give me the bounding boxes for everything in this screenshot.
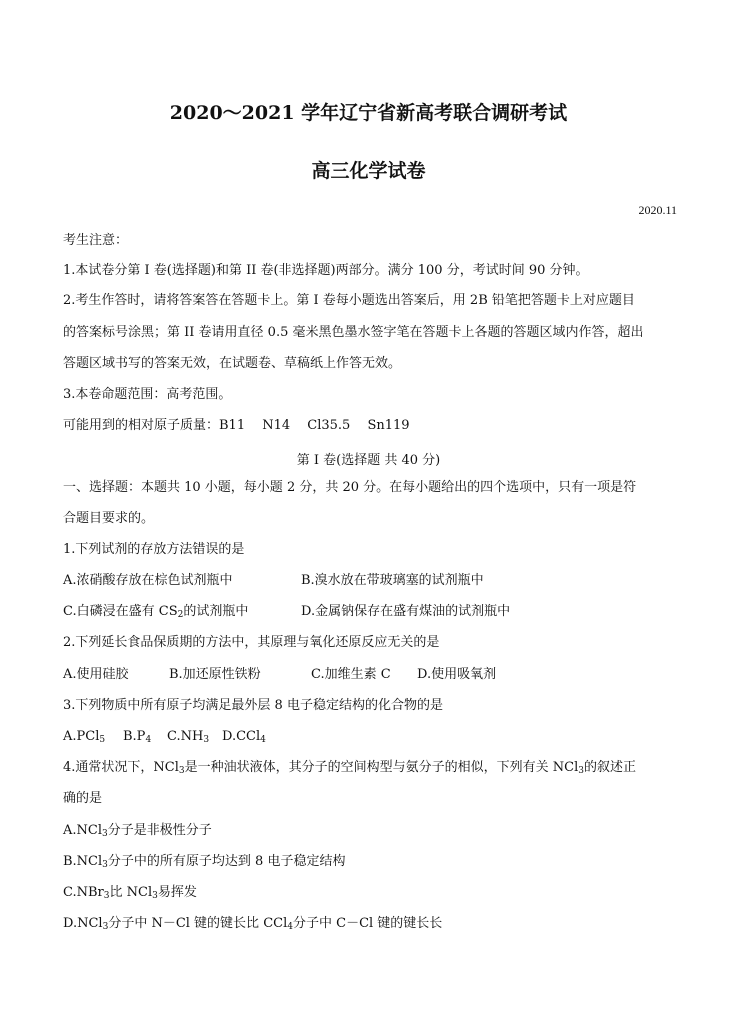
question-2-option-a: A.使用硅胶	[63, 667, 129, 682]
question-4-stem-line-1: 4.通常状况下，NCl$_3$是一种油状液体，其分子的空间构型与氨分子的相似，下列有关 NCl$_3$的叙述正	[63, 760, 636, 776]
question-1-stem: 1.下列试剂的存放方法错误的是	[63, 542, 245, 557]
question-3-stem: 3.下列物质中所有原子均满足最外层 8 电子稳定结构的化合物的是	[63, 698, 443, 713]
question-2-option-b: B.加还原性铁粉	[169, 667, 261, 682]
notice-item-2-line-2: 的答案标号涂黑；第 II 卷请用直径 0.5 毫米黑色墨水签字笔在答题卡上各题的答题区域内作答，超出	[63, 325, 644, 340]
notice-item-2-line-3: 答题区域书写的答案无效，在试题卷、草稿纸上作答无效。	[63, 356, 402, 371]
question-3-option-a: A.PCl$_5$	[63, 729, 106, 745]
question-1-options-row-2	[63, 603, 510, 621]
question-1-options-row-1	[63, 572, 484, 590]
section-instructions-line-2: 合题目要求的。	[63, 511, 155, 526]
question-4-stem-line-2: 确的是	[63, 791, 103, 806]
question-1-option-b: B.溴水放在带玻璃塞的试剂瓶中	[301, 573, 484, 588]
notice-heading: 考生注意：	[63, 233, 129, 248]
question-1-option-c: C.白磷浸在盛有 $CS_2$的试剂瓶中	[63, 604, 249, 620]
section-instructions-line-1: 一、选择题：本题共 10 小题，每小题 2 分，共 20 分。在每小题给出的四个选项中，只有一项是符	[63, 480, 637, 495]
section-heading: 第 I 卷(选择题 共 40 分)	[296, 453, 441, 468]
question-3-option-d: D.CCl$_4$	[222, 729, 266, 745]
notice-item-2-line-1: 2.考生作答时，请将答案答在答题卡上。第 I 卷每小题选出答案后，用 2B 铅笔把答题卡上对应题目	[63, 293, 635, 308]
question-3-option-b: $B.P_4$	[123, 729, 152, 745]
exam-date: 2020.11	[638, 203, 677, 217]
question-3-options	[63, 728, 266, 746]
question-4-option-c: C.NBr$_3$比 NCl$_3$易挥发	[63, 885, 197, 901]
question-3-option-c: $C.NH_3$	[167, 729, 210, 745]
question-2-options	[63, 666, 496, 684]
question-4-option-a: A.NCl$_3$分子是非极性分子	[63, 823, 212, 839]
atomic-mass-line: 可能用到的相对原子质量：B11 N14 Cl35.5 Sn119	[63, 418, 410, 433]
question-2-option-d: D.使用吸氧剂	[417, 667, 497, 682]
question-2-option-c: C.加维生素 C	[311, 667, 391, 682]
question-4-option-d: D.NCl$_3$分子中 N－Cl 键的键长比 CCl$_4$分子中 C－Cl 键的键长长	[63, 916, 443, 932]
question-4-option-b: B.NCl$_3$分子中的所有原子均达到 8 电子稳定结构	[63, 854, 346, 870]
exam-title: 2020～2021 学年辽宁省新高考联合调研考试	[169, 102, 568, 124]
exam-subtitle: 高三化学试卷	[311, 160, 426, 182]
notice-item-3: 3.本卷命题范围：高考范围。	[63, 387, 232, 402]
question-1-option-a: A.浓硝酸存放在棕色试剂瓶中	[63, 573, 233, 588]
question-1-option-d: D.金属钠保存在盛有煤油的试剂瓶中	[301, 604, 511, 619]
question-2-stem: 2.下列延长食品保质期的方法中，其原理与氧化还原反应无关的是	[63, 635, 440, 650]
notice-item-1: 1.本试卷分第 I 卷(选择题)和第 II 卷(非选择题)两部分。满分 100 分，考试时间 90 分钟。	[63, 263, 589, 278]
